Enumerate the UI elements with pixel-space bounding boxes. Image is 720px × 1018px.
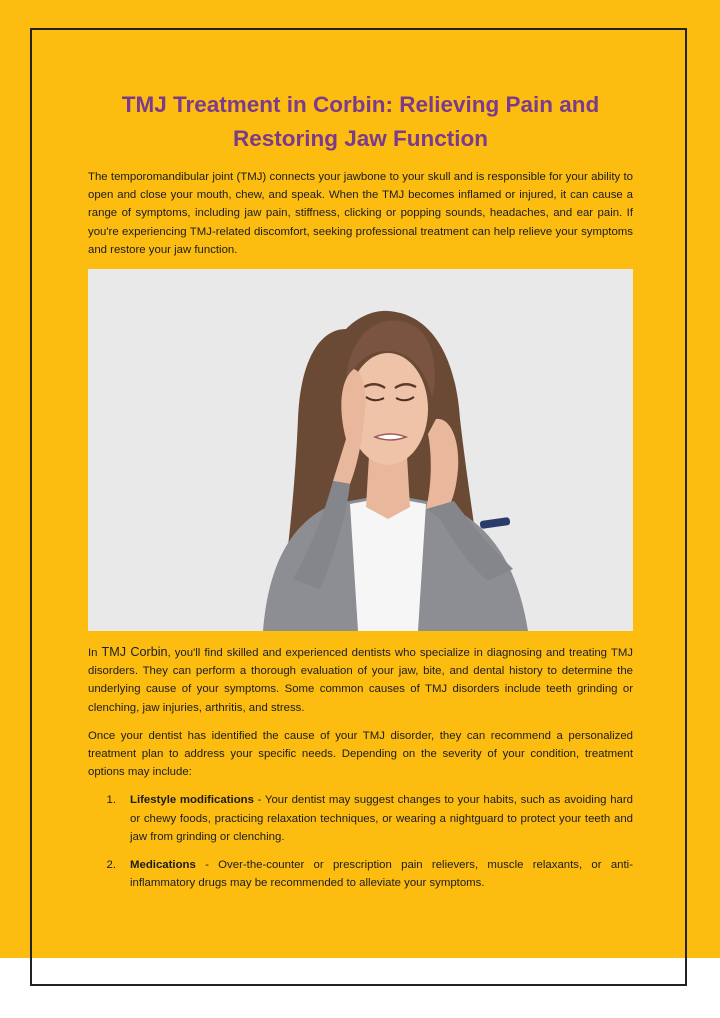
dentists-paragraph bbox=[88, 643, 633, 717]
list-item-number: 2. bbox=[106, 859, 116, 872]
treatment-options-list bbox=[88, 791, 633, 892]
list-item bbox=[88, 791, 633, 846]
tmj-corbin-link[interactable]: TMJ Corbin bbox=[101, 645, 168, 660]
list-item-term: Lifestyle modifications bbox=[130, 794, 254, 807]
article-title: TMJ Treatment in Corbin: Relieving Pain and Restoring Jaw Function bbox=[121, 92, 600, 151]
dentists-paragraph-prefix: In bbox=[88, 647, 102, 660]
dentists-paragraph-rest: , you'll find skilled and experienced dentists who specialize in diagnosing and treating TMJ disorders. They can perform a thorough evaluation of your jaw, bite, and dental history to determine the underlying cause of your symptoms. Some common causes of TMJ disorders include teeth grinding or clenching, jaw injuries, arthritis, and stress. bbox=[88, 647, 634, 714]
list-item-term: Medications bbox=[130, 859, 196, 872]
list-item-number: 1. bbox=[106, 794, 116, 807]
list-item bbox=[88, 856, 633, 892]
woman-with-jaw-pain-photo bbox=[88, 269, 633, 631]
list-item-text: - Your dentist may suggest changes to your habits, such as avoiding hard or chewy foods, practicing relaxation techniques, or wearing a nightguard to protect your teeth and jaw from grinding or clenching. bbox=[130, 794, 633, 843]
intro-paragraph: The temporomandibular joint (TMJ) connects your jawbone to your skull and is responsible for your ability to open and close your mouth, chew, and speak. When the TMJ becomes inflamed or injured, it can cause a range of symptoms, including jaw pain, stiffness, clicking or popping sounds, headaches, and ear pain. If you're experiencing TMJ-related discomfort, seeking professional treatment can help relieve your symptoms and restore your jaw function. bbox=[88, 171, 633, 256]
treatment-plan-paragraph: Once your dentist has identified the cause of your TMJ disorder, they can recommend a personalized treatment plan to address your specific needs. Depending on the severity of your condition, treatment options may include: bbox=[88, 729, 633, 779]
list-item-text: - Over-the-counter or prescription pain relievers, muscle relaxants, or anti-inflammatory drugs may be recommended to alleviate your symptoms. bbox=[130, 859, 633, 890]
article bbox=[88, 88, 633, 902]
